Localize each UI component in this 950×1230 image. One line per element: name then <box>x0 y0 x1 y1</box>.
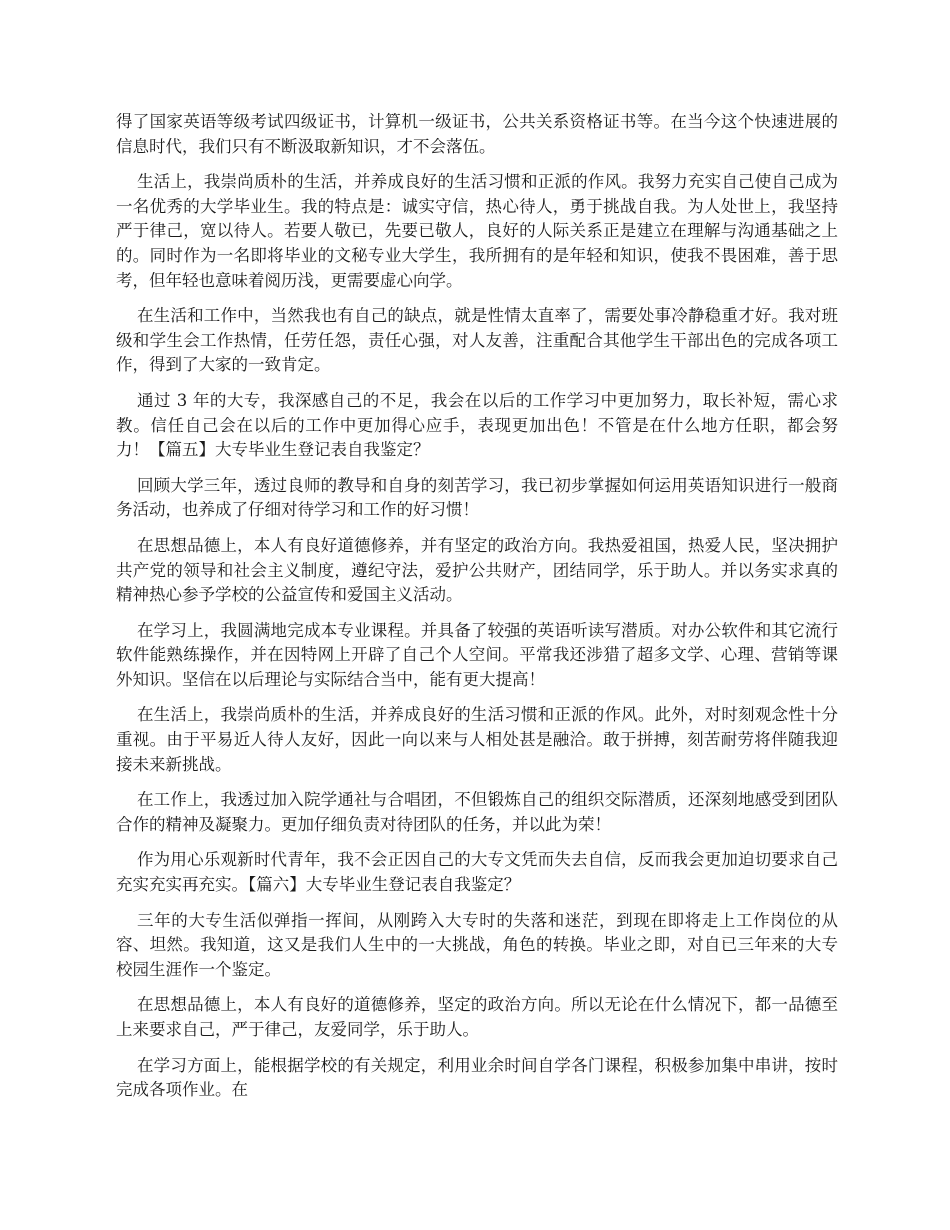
paragraph-12: 在思想品德上，本人有良好的道德修养，坚定的政治方向。所以无论在什么情况下，都一品德至上来要求自己，严于律己，友爱同学，乐于助人。 <box>116 995 838 1039</box>
paragraph-11: 三年的大专生活似弹指一挥间，从刚跨入大专时的失落和迷茫，到现在即将走上工作岗位的从容、坦然。我知道，这又是我们人生中的一大挑战，角色的转换。毕业之即，对自已三年来的大专校园生涯作一个鉴定。 <box>116 910 838 979</box>
paragraph-9: 在工作上，我透过加入院学通社与合唱团，不但锻炼自己的组织交际潜质，还深刻地感受到团队合作的精神及凝聚力。更加仔细负责对待团队的任务，并以此为荣！ <box>116 790 838 834</box>
paragraph-13: 在学习方面上，能根据学校的有关规定，利用业余时间自学各门课程，积极参加集中串讲，按时完成各项作业。在 <box>116 1055 838 1100</box>
paragraph-8: 在生活上，我崇尚质朴的生活，并养成良好的生活习惯和正派的作风。此外，对时刻观念性十分重视。由于平易近人待人友好，因此一向以来与人相处甚是融洽。敢于拼搏，刻苦耐劳将伴随我迎接未来新挑战。 <box>116 705 838 774</box>
paragraph-2: 生活上，我崇尚质朴的生活，并养成良好的生活习惯和正派的作风。我努力充实自己使自己成为一名优秀的大学毕业生。我的特点是：诚实守信，热心待人，勇于挑战自我。为人处世上，我坚持严于律己，宽以待人。若要人敬已，先要已敬人，良好的人际关系正是建立在理解与沟通基础之上的。同时作为一名即将毕业的文秘专业大学生，我所拥有的是年轻和知识，使我不畏困难，善于思考，但年轻也意味着阅历浅，更需要虚心向学。 <box>116 172 838 290</box>
document-body <box>116 110 838 1114</box>
paragraph-4: 通过 3 年的大专，我深感自己的不足，我会在以后的工作学习中更加努力，取长补短，需心求教。信任自己会在以后的工作中更加得心应手，表现更加出色！不管是在什么地方任职，都会努力！【篇五】大专毕业生登记表自我鉴定？ <box>116 390 838 460</box>
paragraph-6: 在思想品德上，本人有良好道德修养，并有坚定的政治方向。我热爱祖国，热爱人民，坚决拥护共产党的领导和社会主义制度，遵纪守法，爱护公共财产，团结同学，乐于助人。并以务实求真的精神热心参予学校的公益宣传和爱国主义活动。 <box>116 535 838 605</box>
paragraph-1: 得了国家英语等级考试四级证书，计算机一级证书，公共关系资格证书等。在当今这个快速进展的信息时代，我们只有不断汲取新知识，才不会落伍。 <box>116 112 838 156</box>
paragraph-5: 回顾大学三年，透过良师的教导和自身的刻苦学习，我已初步掌握如何运用英语知识进行一般商务活动，也养成了仔细对待学习和工作的好习惯！ <box>116 475 838 520</box>
paragraph-7: 在学习上，我圆满地完成本专业课程。并具备了较强的英语听读写潜质。对办公软件和其它流行软件能熟练操作，并在因特网上开辟了自己个人空间。平常我还涉猎了超多文学、心理、营销等课外知识。坚信在以后理论与实际结合当中，能有更大提高！ <box>116 620 838 689</box>
paragraph-3: 在生活和工作中，当然我也有自己的缺点，就是性情太直率了，需要处事冷静稳重才好。我对班级和学生会工作热情，任劳任怨，责任心强，对人友善，注重配合其他学生干部出色的完成各项工作，得到了大家的一致肯定。 <box>116 306 838 375</box>
paragraph-10: 作为用心乐观新时代青年，我不会正因自己的大专文凭而失去自信，反而我会更加迫切要求自己充实充实再充实。【篇六】大专毕业生登记表自我鉴定？ <box>116 850 838 895</box>
